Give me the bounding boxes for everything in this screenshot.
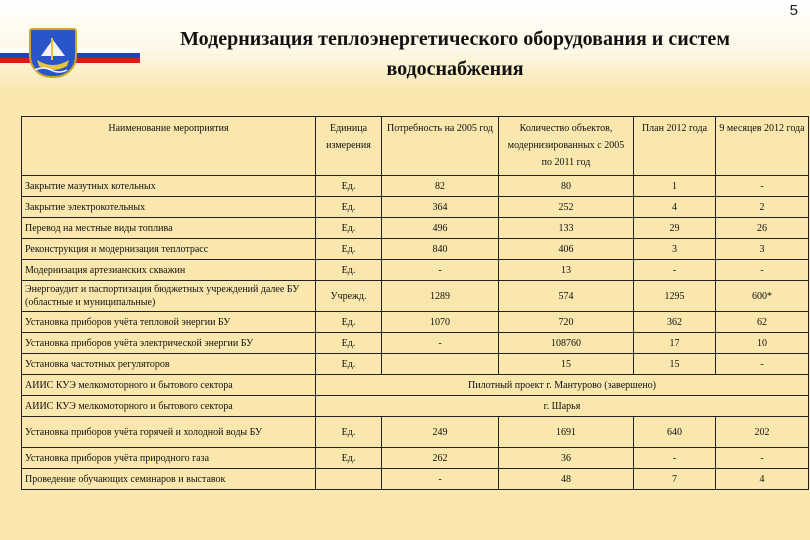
row-unit: Ед. [316, 312, 382, 333]
row-count: 574 [499, 281, 634, 312]
title-line-2: водоснабжения [386, 58, 524, 80]
row-count: 48 [499, 469, 634, 490]
coat-of-arms-icon [29, 28, 77, 78]
row-count: 36 [499, 448, 634, 469]
row-nine-months: 10 [716, 333, 809, 354]
row-plan: 7 [634, 469, 716, 490]
row-unit: Ед. [316, 448, 382, 469]
row-name: Модернизация артезианских скважин [22, 260, 316, 281]
row-need: 1070 [382, 312, 499, 333]
row-nine-months: - [716, 448, 809, 469]
table-row [22, 448, 809, 469]
row-plan: 640 [634, 417, 716, 448]
row-count: 720 [499, 312, 634, 333]
row-need [382, 354, 499, 375]
table-row [22, 375, 809, 396]
row-plan: 15 [634, 354, 716, 375]
table-row [22, 396, 809, 417]
table-row [22, 239, 809, 260]
row-unit: Ед. [316, 239, 382, 260]
row-plan: 17 [634, 333, 716, 354]
row-name: Закрытие электрокотельных [22, 197, 316, 218]
row-unit: Ед. [316, 333, 382, 354]
row-unit: Ед. [316, 197, 382, 218]
row-unit: Учрежд. [316, 281, 382, 312]
row-need: 262 [382, 448, 499, 469]
table-row [22, 469, 809, 490]
row-need: 840 [382, 239, 499, 260]
row-note: Пилотный проект г. Мантурово (завершено) [316, 375, 809, 396]
row-count: 133 [499, 218, 634, 239]
row-unit: Ед. [316, 354, 382, 375]
row-unit: Ед. [316, 417, 382, 448]
row-plan: 4 [634, 197, 716, 218]
row-unit [316, 469, 382, 490]
table-row [22, 354, 809, 375]
row-count: 15 [499, 354, 634, 375]
measures-table [21, 116, 809, 490]
col-header-unit: Единица измерения [316, 117, 382, 176]
row-name: Установка частотных регуляторов [22, 354, 316, 375]
row-plan: 1295 [634, 281, 716, 312]
row-name: Установка приборов учёта электрической энергии БУ [22, 333, 316, 354]
table-row [22, 281, 809, 312]
row-count: 80 [499, 176, 634, 197]
row-plan: - [634, 448, 716, 469]
row-name: Установка приборов учёта горячей и холодной воды БУ [22, 417, 316, 448]
row-name: Закрытие мазутных котельных [22, 176, 316, 197]
table-row [22, 176, 809, 197]
row-need: 364 [382, 197, 499, 218]
row-need: 496 [382, 218, 499, 239]
col-header-plan: План 2012 года [634, 117, 716, 176]
row-unit: Ед. [316, 218, 382, 239]
row-nine-months: 2 [716, 197, 809, 218]
row-need: 1289 [382, 281, 499, 312]
row-unit: Ед. [316, 260, 382, 281]
page-number: 5 [789, 2, 798, 19]
row-nine-months: 26 [716, 218, 809, 239]
row-name: Установка приборов учёта природного газа [22, 448, 316, 469]
col-header-need: Потребность на 2005 год [382, 117, 499, 176]
col-header-nine-months: 9 месяцев 2012 года [716, 117, 809, 176]
title-line-1: Модернизация теплоэнергетического оборудования и систем [180, 28, 730, 50]
table-row [22, 197, 809, 218]
row-name: Установка приборов учёта тепловой энергии БУ [22, 312, 316, 333]
table-row [22, 417, 809, 448]
col-header-name: Наименование мероприятия [22, 117, 316, 176]
row-need: - [382, 333, 499, 354]
row-nine-months: 4 [716, 469, 809, 490]
row-count: 1691 [499, 417, 634, 448]
row-nine-months: 600* [716, 281, 809, 312]
row-count: 108760 [499, 333, 634, 354]
row-name: Перевод на местные виды топлива [22, 218, 316, 239]
row-plan: 3 [634, 239, 716, 260]
table-header-row [22, 117, 809, 176]
row-note: г. Шарья [316, 396, 809, 417]
row-name: АИИС КУЭ мелкомоторного и бытового сектора [22, 375, 316, 396]
row-nine-months: - [716, 260, 809, 281]
row-plan: 1 [634, 176, 716, 197]
row-name: Реконструкция и модернизация теплотрасс [22, 239, 316, 260]
row-need: 82 [382, 176, 499, 197]
table-row [22, 333, 809, 354]
row-count: 406 [499, 239, 634, 260]
table-row [22, 312, 809, 333]
row-name: АИИС КУЭ мелкомоторного и бытового сектора [22, 396, 316, 417]
row-name: Энергоаудит и паспортизация бюджетных учреждений далее БУ (областные и муниципальные) [22, 281, 316, 312]
row-nine-months: 202 [716, 417, 809, 448]
row-plan: 362 [634, 312, 716, 333]
row-plan: 29 [634, 218, 716, 239]
row-count: 13 [499, 260, 634, 281]
table-row [22, 260, 809, 281]
table-row [22, 218, 809, 239]
row-unit: Ед. [316, 176, 382, 197]
row-nine-months: - [716, 176, 809, 197]
row-need: 249 [382, 417, 499, 448]
row-nine-months: - [716, 354, 809, 375]
col-header-count: Количество объектов, модернизированных с 2005 по 2011 год [499, 117, 634, 176]
row-need: - [382, 469, 499, 490]
row-nine-months: 3 [716, 239, 809, 260]
row-name: Проведение обучающих семинаров и выставок [22, 469, 316, 490]
page-title [120, 24, 790, 84]
row-plan: - [634, 260, 716, 281]
row-need: - [382, 260, 499, 281]
header-band [0, 0, 810, 92]
row-nine-months: 62 [716, 312, 809, 333]
row-count: 252 [499, 197, 634, 218]
